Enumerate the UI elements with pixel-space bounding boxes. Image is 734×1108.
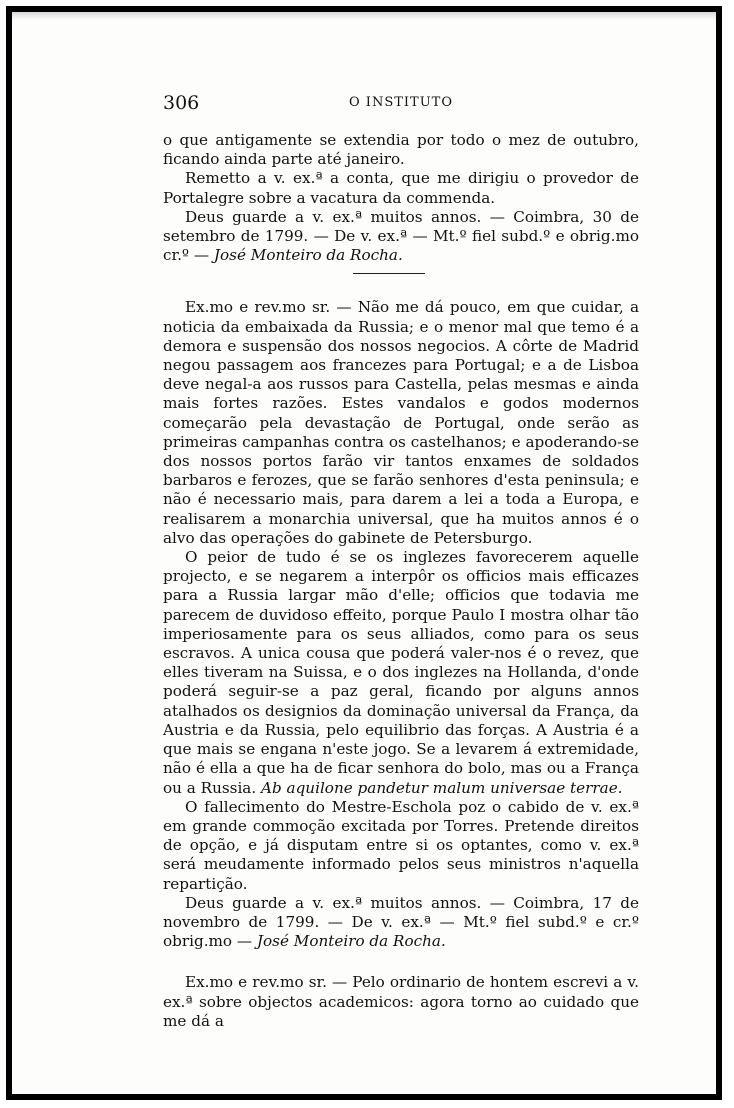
paragraph-text: O peior de tudo é se os inglezes favorecerem aquelle projecto, e se negarem a interpôr os officios mais efficazes para a Russia largar mão d'elle; officios que todavia me parecem de duvidoso effeito, porque Paulo I mostra olhar tão imperiosamente para os seus alliados, como para os seus escravos. A unica cousa que poderá valer-nos é o revez, que elles tiveram na Suissa, e o dos inglezes na Hollanda, d'onde poderá seguir-se a paz geral, ficando por alguns annos atalhados os designios da dominação universal da França, da Austria e da Russia, pelo equilibrio das forças. A Austria é a que mais se engana n'este jogo. Se a levarem á extremidade, não é ella a que ha de ficar senhora do bolo, mas ou a França ou a Russia. <box>163 548 639 797</box>
closing-text: Deus guarde a v. ex.ª muitos annos. — Coimbra, 17 de novembro de 1799. — De v. ex.ª — Mt.º fiel subd.º e cr.º obrig.mo — <box>163 893 639 951</box>
spacer <box>163 274 639 298</box>
running-title: O INSTITUTO <box>349 95 453 110</box>
paragraph-continuation: o que antigamente se extendia por todo o mez de outubro, ficando ainda parte até janeiro. <box>163 131 639 169</box>
spacer <box>163 951 639 973</box>
page-number: 306 <box>163 92 200 114</box>
closing-text: Deus guarde a v. ex.ª muitos annos. — Coimbra, 30 de setembro de 1799. — De v. ex.ª — Mt.º fiel subd.º e obrig.mo cr.º — <box>163 207 639 265</box>
page-header <box>163 92 639 114</box>
latin-quote: Ab aquilone pandetur malum universae terrae. <box>261 778 623 797</box>
paragraph <box>163 548 639 798</box>
scan-edge-shadow <box>12 12 716 20</box>
letter-opening-paragraph: Ex.mo e rev.mo sr. — Não me dá pouco, em que cuidar, a noticia da embaixada da Russia; e o menor mal que temo é a demora e suspensão dos nossos negocios. A côrte de Madrid negou passagem aos francezes para Portugal; e a de Lisboa deve negal-a aos russos para Castella, pelas mesmas e ainda mais fortes razões. Estes vandalos e godos modernos começarão pela devastação de Portugal, onde serão as primeiras campanhas contra os castelhanos; e apoderando-se dos nossos portos farão vir tantos enxames de soldados barbaros e ferozes, que se farão senhores d'esta peninsula; e não é necessario mais, para darem a lei a toda a Europa, e realisarem a monarchia universal, que ha muitos annos é o alvo das operações do gabinete de Petersburgo. <box>163 298 639 547</box>
page-body <box>163 131 639 1031</box>
letter-closing <box>163 894 639 952</box>
signature: José Monteiro da Rocha. <box>256 932 446 951</box>
paragraph: O fallecimento do Mestre-Eschola poz o cabido de v. ex.ª em grande commoção excitada por Torres. Pretende direitos de opção, e já disputam entre si os optantes, como v. ex.ª será meudamente informado pelos seus ministros n'aquella repartição. <box>163 797 639 893</box>
signature: José Monteiro da Rocha. <box>213 246 403 265</box>
letter-closing <box>163 208 639 266</box>
letter-opening-paragraph: Ex.mo e rev.mo sr. — Pelo ordinario de hontem escrevi a v. ex.ª sobre objectos academicos: agora torno ao cuidado que me dá a <box>163 973 639 1030</box>
paragraph: Remetto a v. ex.ª a conta, que me dirigiu o provedor de Portalegre sobre a vacatura da commenda. <box>163 169 639 207</box>
